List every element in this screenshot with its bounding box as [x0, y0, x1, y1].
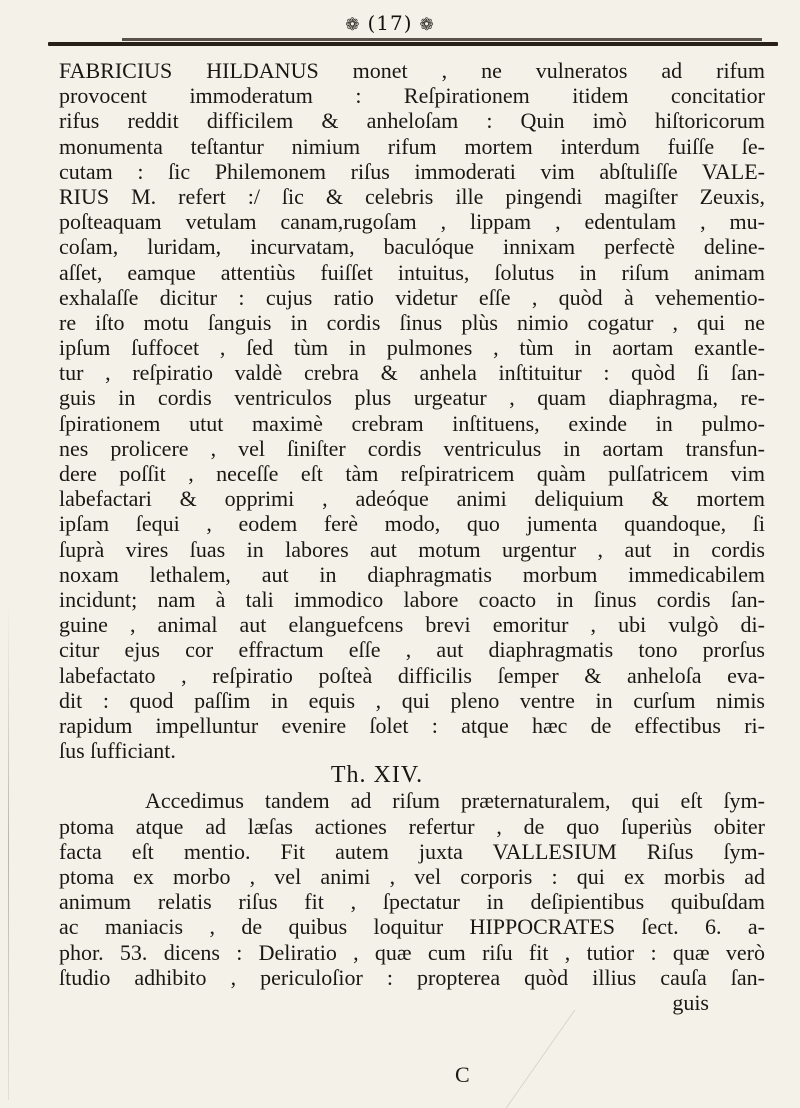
- text-line: nes prolicere , vel ſiniſter cordis ventriculus in aortam transfun-: [59, 435, 765, 461]
- text-line: cutam : ſic Philemonem riſus immoderati vim abſtuliſſe VALE-: [59, 158, 765, 184]
- text-line: ipſum ſuffocet , ſed tùm in pulmones , tùm in aortam exantle-: [59, 335, 765, 361]
- text-line: ſus ſufficiant.: [59, 738, 176, 764]
- text-line: Accedimus tandem ad riſum præternaturalem, qui eſt ſym-: [145, 788, 765, 814]
- text-line: incidunt; nam à tali immodico labore coacto in ſinus cordis ſan-: [59, 586, 765, 612]
- text-line: ptoma atque ad læſas actiones refertur , de quo ſuperiùs obiter: [59, 813, 765, 839]
- text-line: citur ejus cor effractum eſſe , aut diaphragmatis tono prorſus: [59, 637, 765, 663]
- text-line: ſpirationem utut maximè crebram inſtituens, exinde in pulmo-: [59, 410, 765, 436]
- main-text: [59, 58, 765, 1015]
- text-line: provocent immoderatum : Reſpirationem itidem concitatior: [59, 83, 765, 109]
- header-rule: [48, 42, 778, 46]
- text-line: RIUS M. refert :/ ſic & celebris ille pingendi magiſter Zeuxis,: [59, 183, 765, 209]
- text-line: coſam, luridam, incurvatam, baculóque innixam perfectè deline-: [59, 234, 765, 260]
- page-number: ❁ (17) ❁: [338, 8, 442, 40]
- page-header: [0, 8, 800, 38]
- text-line: rifus reddit difficilem & anheloſam : Quin imò hiſtoricorum: [59, 108, 765, 134]
- catchword: guis: [672, 989, 709, 1015]
- text-line: ipſam ſequi , eodem ferè modo, quo jumenta quandoque, ſi: [59, 511, 765, 537]
- header-rule-shadow: [122, 38, 762, 41]
- text-line: animum relatis riſus fit , ſpectatur in deſipientibus quibuſdam: [59, 889, 765, 915]
- signature-mark: C: [455, 1062, 470, 1087]
- text-line: dere poſſit , neceſſe eſt tàm reſpiratricem quàm pulſatricem vim: [59, 461, 765, 486]
- text-line: ptoma ex morbo , vel animi , vel corporis : qui ex morbis ad: [59, 864, 765, 889]
- page-edge-shadow: [8, 600, 9, 1100]
- text-line: tur , reſpiratio valdè crebra & anhela inſtituitur : quòd ſi ſan-: [59, 360, 765, 386]
- text-line: monumenta teſtantur nimium rifum mortem interdum fuiſſe ſe-: [59, 133, 765, 159]
- text-line: FABRICIUS HILDANUS monet , ne vulneratos ad rifum: [59, 58, 765, 83]
- text-line: phor. 53. dicens : Deliratio , quæ cum riſu fit , tutior : quæ verò: [59, 939, 765, 965]
- paper-crease: [506, 1010, 786, 1108]
- text-line: ac maniacis , de quibus loquitur HIPPOCRATES ſect. 6. a-: [59, 914, 765, 940]
- text-line: exhalaſſe dicitur : cujus ratio videtur eſſe , quòd à vehementio-: [59, 284, 765, 310]
- section-title: Th. XIV.: [330, 762, 424, 789]
- text-line: guis in cordis ventriculos plus urgeatur , quam diaphragma, re-: [59, 385, 765, 411]
- text-line: labefactari & opprimi , adeóque animi deliquium & mortem: [59, 486, 765, 512]
- text-line: guine , animal aut elanguefcens brevi emoritur , ubi vulgò di-: [59, 612, 765, 638]
- text-line: rapidum impelluntur evenire ſolet : atque hæc de effectibus ri-: [59, 712, 765, 738]
- text-line: aſſet, eamque attentiùs fuiſſet intuitus, ſolutus in riſum animam: [59, 259, 765, 285]
- text-line: facta eſt mentio. Fit autem juxta VALLESIUM Riſus ſym-: [59, 838, 765, 864]
- text-line: poſteaquam vetulam canam,rugoſam , lippam , edentulam , mu-: [59, 209, 765, 235]
- text-line: ſuprà vires ſuas in labores aut motum urgentur , aut in cordis: [59, 536, 765, 562]
- text-line: ſtudio adhibito , periculoſior : propterea quòd illius cauſa ſan-: [59, 964, 765, 990]
- text-line: labefactato , reſpiratio poſteà difficilis ſemper & anheloſa eva-: [59, 662, 765, 688]
- text-line: dit : quod paſſim in equis , qui pleno ventre in curſum nimis: [59, 687, 765, 713]
- text-line: noxam lethalem, aut in diaphragmatis morbum immedicabilem: [59, 561, 765, 587]
- text-line: re iſto motu ſanguis in cordis ſinus plùs nimio cogatur , qui ne: [59, 309, 765, 335]
